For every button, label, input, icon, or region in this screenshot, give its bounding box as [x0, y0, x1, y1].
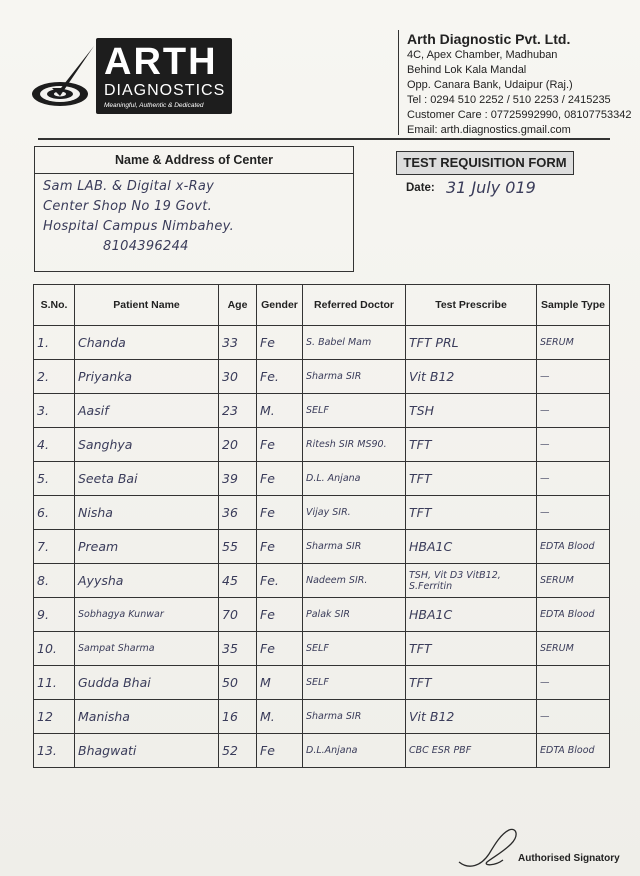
authorised-signatory-label: Authorised Signatory — [518, 853, 620, 864]
cell-patient-name: Sobhagya Kunwar — [75, 598, 219, 632]
cell-sno: 7. — [34, 530, 75, 564]
cell-gender: Fe — [257, 462, 303, 496]
cell-sno: 9. — [34, 598, 75, 632]
cell-test-prescribe: TFT — [406, 428, 537, 462]
cell-gender: Fe — [257, 734, 303, 768]
cell-sno: 11. — [34, 666, 75, 700]
table-row — [34, 564, 610, 598]
table-row — [34, 666, 610, 700]
cell-test-prescribe: TSH — [406, 394, 537, 428]
cell-referred-doctor: SELF — [303, 632, 406, 666]
cell-gender: Fe — [257, 496, 303, 530]
company-email: Email: arth.diagnostics.gmail.com — [407, 124, 571, 136]
cell-sample-type: SERUM — [537, 564, 610, 598]
cell-sno: 13. — [34, 734, 75, 768]
cell-gender: Fe — [257, 598, 303, 632]
company-address-line: 4C, Apex Chamber, Madhuban — [407, 49, 558, 61]
logo-wordmark — [96, 38, 232, 114]
center-box-title: Name & Address of Center — [35, 147, 353, 174]
cell-patient-name: Gudda Bhai — [75, 666, 219, 700]
cell-age: 55 — [219, 530, 257, 564]
center-address-line: Hospital Campus Nimbahey. — [43, 219, 235, 234]
table-row — [34, 496, 610, 530]
cell-age: 36 — [219, 496, 257, 530]
cell-sno: 10. — [34, 632, 75, 666]
cell-patient-name: Seeta Bai — [75, 462, 219, 496]
cell-referred-doctor: Sharma SIR — [303, 700, 406, 734]
signature-scribble — [455, 826, 525, 870]
cell-patient-name: Aasif — [75, 394, 219, 428]
cell-test-prescribe: TFT — [406, 496, 537, 530]
cell-test-prescribe: TFT — [406, 666, 537, 700]
cell-sample-type: SERUM — [537, 632, 610, 666]
cell-age: 70 — [219, 598, 257, 632]
cell-referred-doctor: Ritesh SIR MS90. — [303, 428, 406, 462]
cell-gender: M. — [257, 700, 303, 734]
cell-sno: 2. — [34, 360, 75, 394]
cell-referred-doctor: Palak SIR — [303, 598, 406, 632]
company-address-line: Behind Lok Kala Mandal — [407, 64, 527, 76]
cell-age: 30 — [219, 360, 257, 394]
cell-test-prescribe: TFT PRL — [406, 326, 537, 360]
cell-referred-doctor: Vijay SIR. — [303, 496, 406, 530]
col-header-age: Age — [219, 285, 257, 326]
cell-test-prescribe: Vit B12 — [406, 360, 537, 394]
company-name: Arth Diagnostic Pvt. Ltd. — [407, 31, 571, 47]
cell-referred-doctor: S. Babel Mam — [303, 326, 406, 360]
cell-patient-name: Sampat Sharma — [75, 632, 219, 666]
cell-gender: Fe — [257, 632, 303, 666]
table-row — [34, 360, 610, 394]
cell-sample-type: — — [537, 496, 610, 530]
cell-patient-name: Ayysha — [75, 564, 219, 598]
cell-sample-type: — — [537, 666, 610, 700]
col-header-gender: Gender — [257, 285, 303, 326]
cell-sample-type: EDTA Blood — [537, 598, 610, 632]
cell-referred-doctor: Sharma SIR — [303, 360, 406, 394]
cell-sno: 12 — [34, 700, 75, 734]
logo-diagnostics-text: DIAGNOSTICS — [104, 82, 226, 99]
cell-gender: Fe — [257, 326, 303, 360]
cell-sample-type: — — [537, 428, 610, 462]
table-header-row — [34, 285, 610, 326]
patient-table — [33, 284, 610, 768]
cell-patient-name: Priyanka — [75, 360, 219, 394]
company-customer-care: Customer Care : 07725992990, 08107753342 — [407, 109, 632, 121]
cell-patient-name: Pream — [75, 530, 219, 564]
cell-test-prescribe: TSH, Vit D3 VitB12, S.Ferritin — [406, 564, 537, 598]
cell-sample-type: EDTA Blood — [537, 530, 610, 564]
company-details — [407, 30, 637, 138]
logo-tagline: Meaningful, Authentic & Dedicated — [104, 102, 204, 109]
header-divider — [398, 30, 399, 135]
cell-sno: 8. — [34, 564, 75, 598]
table-row — [34, 734, 610, 768]
cell-test-prescribe: HBA1C — [406, 598, 537, 632]
table-row — [34, 428, 610, 462]
cell-age: 35 — [219, 632, 257, 666]
col-header-test-prescribe: Test Prescribe — [406, 285, 537, 326]
company-tel: Tel : 0294 510 2252 / 510 2253 / 2415235 — [407, 94, 611, 106]
cell-sno: 1. — [34, 326, 75, 360]
col-header-patient-name: Patient Name — [75, 285, 219, 326]
cell-sno: 5. — [34, 462, 75, 496]
col-header-sample-type: Sample Type — [537, 285, 610, 326]
date-label: Date: — [406, 182, 435, 194]
target-check-icon — [30, 42, 98, 112]
cell-test-prescribe: CBC ESR PBF — [406, 734, 537, 768]
company-address-line: Opp. Canara Bank, Udaipur (Raj.) — [407, 79, 573, 91]
table-row — [34, 700, 610, 734]
cell-sample-type: — — [537, 360, 610, 394]
cell-referred-doctor: SELF — [303, 394, 406, 428]
cell-gender: M — [257, 666, 303, 700]
cell-test-prescribe: Vit B12 — [406, 700, 537, 734]
cell-referred-doctor: D.L. Anjana — [303, 462, 406, 496]
cell-referred-doctor: D.L.Anjana — [303, 734, 406, 768]
center-address — [43, 177, 348, 257]
cell-age: 52 — [219, 734, 257, 768]
form-title: TEST REQUISITION FORM — [396, 151, 574, 175]
col-header-sno: S.No. — [34, 285, 75, 326]
cell-test-prescribe: HBA1C — [406, 530, 537, 564]
cell-age: 39 — [219, 462, 257, 496]
cell-referred-doctor: Nadeem SIR. — [303, 564, 406, 598]
logo-arth-text: ARTH — [104, 41, 218, 83]
cell-gender: Fe. — [257, 564, 303, 598]
cell-sno: 3. — [34, 394, 75, 428]
cell-test-prescribe: TFT — [406, 632, 537, 666]
table-row — [34, 326, 610, 360]
cell-patient-name: Bhagwati — [75, 734, 219, 768]
cell-sample-type: — — [537, 394, 610, 428]
header-rule — [38, 138, 610, 140]
table-row — [34, 632, 610, 666]
cell-sno: 6. — [34, 496, 75, 530]
cell-age: 45 — [219, 564, 257, 598]
cell-age: 23 — [219, 394, 257, 428]
cell-referred-doctor: Sharma SIR — [303, 530, 406, 564]
cell-sample-type: EDTA Blood — [537, 734, 610, 768]
table-row — [34, 394, 610, 428]
arth-logo — [30, 38, 235, 118]
cell-age: 33 — [219, 326, 257, 360]
table-row — [34, 530, 610, 564]
center-address-line: Sam LAB. & Digital x-Ray — [43, 179, 215, 194]
cell-patient-name: Manisha — [75, 700, 219, 734]
cell-patient-name: Nisha — [75, 496, 219, 530]
center-address-box — [34, 146, 354, 272]
cell-referred-doctor: SELF — [303, 666, 406, 700]
table-row — [34, 462, 610, 496]
cell-sno: 4. — [34, 428, 75, 462]
cell-gender: Fe. — [257, 360, 303, 394]
cell-age: 50 — [219, 666, 257, 700]
cell-test-prescribe: TFT — [406, 462, 537, 496]
center-phone: 8104396244 — [103, 239, 189, 254]
cell-sample-type: — — [537, 462, 610, 496]
cell-age: 16 — [219, 700, 257, 734]
col-header-referred-doctor: Referred Doctor — [303, 285, 406, 326]
cell-patient-name: Chanda — [75, 326, 219, 360]
table-row — [34, 598, 610, 632]
cell-age: 20 — [219, 428, 257, 462]
cell-gender: M. — [257, 394, 303, 428]
cell-gender: Fe — [257, 530, 303, 564]
cell-gender: Fe — [257, 428, 303, 462]
cell-sample-type: — — [537, 700, 610, 734]
cell-patient-name: Sanghya — [75, 428, 219, 462]
cell-sample-type: SERUM — [537, 326, 610, 360]
center-address-line: Center Shop No 19 Govt. — [43, 199, 213, 214]
date-value: 31 July 019 — [446, 178, 536, 197]
